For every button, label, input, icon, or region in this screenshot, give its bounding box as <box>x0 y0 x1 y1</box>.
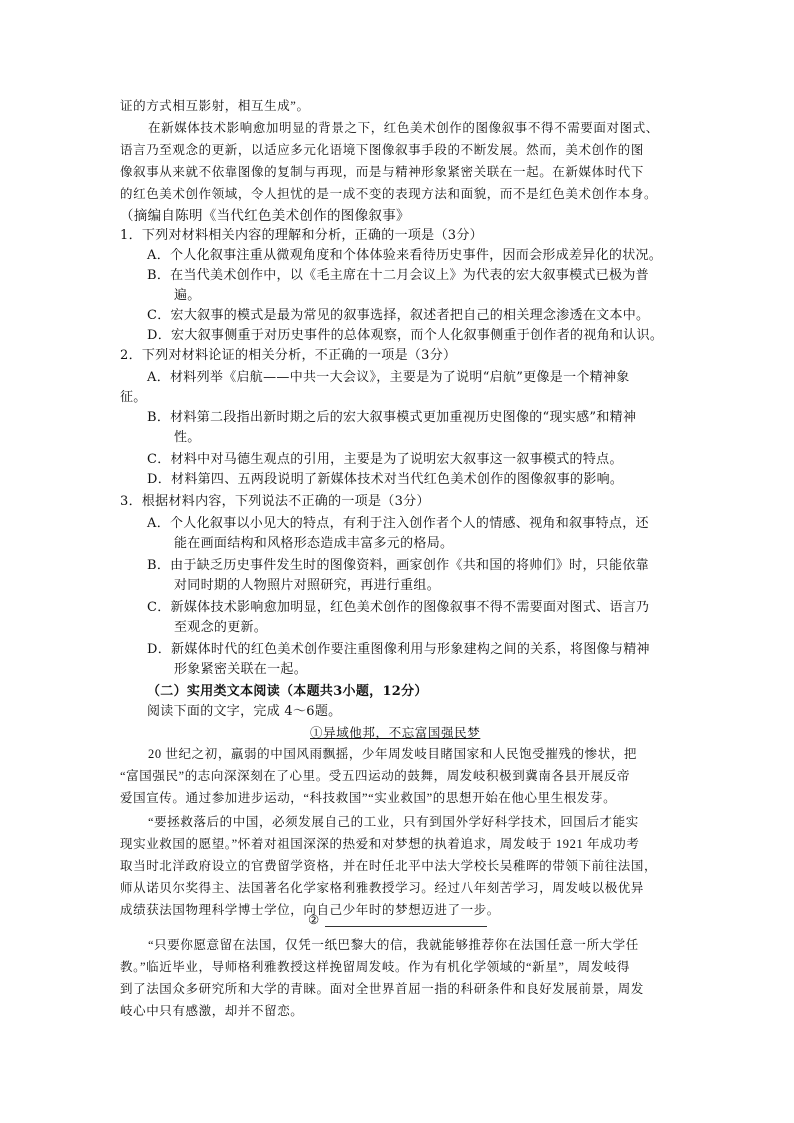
material-text-line: 像叙事从来就不依靠图像的复制与再现，而是与精神形象紧密关联在一起。在新媒体时代下 <box>120 165 645 179</box>
question-2-option-b-cont: 性。 <box>174 430 201 445</box>
question-1-option-b: B．在当代美术创作中，以《毛主席在十二月会议上》为代表的宏大叙事模式已极为普 <box>147 268 649 283</box>
question-2-option-b: B．材料第二段指出新时期之后的宏大叙事模式更加重视历史图像的“现实感”和精神 <box>147 410 637 425</box>
question-3-stem: 3．根据材料内容，下列说法不正确的一项是（3分） <box>120 494 430 509</box>
material-text-line: 的红色美术创作领域，令人担忧的是一成不变的表现方法和面貌，而不是红色美术创作本身。 <box>120 187 658 201</box>
question-3-option-b-cont: 对同时期的人物照片对照研究，再进行重组。 <box>174 578 441 593</box>
article-text-line: “只要你愿意留在法国，仅凭一纸巴黎大的信，我就能够推荐你在法国任意一所大学任 <box>148 938 639 952</box>
question-2-option-a: A．材料列举《启航——中共一大会议》，主要是为了说明“启航”更像是一个精神象 <box>147 370 630 385</box>
question-3-option-a-cont: 能在画面结构和风格形态造成丰富多元的格局。 <box>174 536 454 551</box>
question-3-option-c-cont: 至观念的更新。 <box>174 620 268 635</box>
question-1-option-c: C．宏大叙事的模式是最为常见的叙事选择，叙述者把自己的相关理念渗透在文本中。 <box>147 308 650 323</box>
question-3-option-a: A．个人化叙事以小见大的特点，有利于注入创作者个人的情感、视角和叙事特点，还 <box>147 516 649 531</box>
question-2-stem: 2．下列对材料论证的相关分析，不正确的一项是（3分） <box>120 348 457 363</box>
question-3-option-b: B．由于缺乏历史事件发生时的图像资料，画家创作《共和国的将帅们》时，只能依靠 <box>147 558 649 573</box>
article-text-line: 爱国宣传。通过参加进步运动，“科技救国”“实业救国”的思想开始在他心里生根发芽。 <box>120 791 617 805</box>
article-text-line: 成绩获法国物理科学博士学位，向自己少年时的梦想迈进了一步。 <box>120 903 500 917</box>
question-2-option-d: D．材料第四、五两段说明了新媒体技术对当代红色美术创作的图像叙事的影响。 <box>147 472 624 487</box>
material-text-line: 在新媒体技术影响愈加明显的背景之下，红色美术创作的图像叙事不得不需要面对图式、 <box>148 121 659 135</box>
question-1-option-a: A．个人化叙事注重从微观角度和个体体验来看待历史事件，因而会形成差异化的状况。 <box>147 248 663 263</box>
article-text-line: 到了法国众多研究所和大学的青睐。面对全世界首屈一指的科研条件和良好发展前景，周发 <box>120 982 645 996</box>
article-subheading-1: ①异域他邦，不忘富国强民梦 <box>310 726 481 740</box>
article-text-line: 取当时北洋政府设立的官费留学资格，并在时任北平中法大学校长吴稚晖的带领下前往法国， <box>120 859 658 873</box>
question-2-option-a-cont: 征。 <box>120 390 147 405</box>
article-text-line: 现实业救国的愿望。”怀着对祖国深深的热爱和对梦想的执着追求，周发岐于 1921 年成功考 <box>120 837 640 851</box>
question-3-option-d-cont: 形象紧密关联在一起。 <box>174 662 308 677</box>
material-text-line: 语言乃至观念的更新，以适应多元化语境下图像叙事手段的不断发展。然而，美术创作的图 <box>120 143 645 157</box>
article-text-line: 岐心中只有感激，却并不留恋。 <box>120 1004 304 1018</box>
question-1-stem: 1．下列对材料相关内容的理解和分析，正确的一项是（3分） <box>120 228 483 243</box>
question-1-option-d: D．宏大叙事侧重于对历史事件的总体观察，而个人化叙事侧重于创作者的视角和认识。 <box>147 328 664 343</box>
section-heading: （二）实用类文本阅读（本题共3小题，12分） <box>147 684 428 699</box>
fill-in-blank-line <box>325 926 487 927</box>
section-instruction: 阅读下面的文字，完成 4～6题。 <box>147 704 342 719</box>
material-source: （摘编自陈明《当代红色美术创作的图像叙事》 <box>120 208 410 224</box>
article-text-line: 教。”临近毕业，导师格利雅教授这样挽留周发岐。作为有机化学领域的“新星”，周发岐得 <box>120 960 630 974</box>
article-subheading-2: ② <box>308 913 320 927</box>
article-text-line: 20 世纪之初，羸弱的中国风雨飘摇，少年周发岐目睹国家和人民饱受摧残的惨状，把 <box>148 747 638 761</box>
article-text-line: 师从诺贝尔奖得主、法国著名化学家格利雅教授学习。经过八年刻苦学习，周发岐以极优异 <box>120 881 645 895</box>
question-2-option-c: C．材料中对马德生观点的引用，主要是为了说明宏大叙事这一叙事模式的特点。 <box>147 452 623 467</box>
question-3-option-c: C．新媒体技术影响愈加明显，红色美术创作的图像叙事不得不需要面对图式、语言乃 <box>147 600 650 615</box>
question-3-option-d: D．新媒体时代的红色美术创作要注重图像利用与形象建构之间的关系，将图像与精神 <box>147 642 650 657</box>
material-text-line: 证的方式相互影射，相互生成”。 <box>120 99 310 113</box>
article-text-line: “富国强民”的志向深深刻在了心里。受五四运动的鼓舞，周发岐积极到冀南各县开展反帝 <box>120 769 631 783</box>
article-text-line: “要拯救落后的中国，必须发展自己的工业，只有到国外学好科学技术，回国后才能实 <box>148 815 639 829</box>
question-1-option-b-cont: 遍。 <box>174 288 201 303</box>
